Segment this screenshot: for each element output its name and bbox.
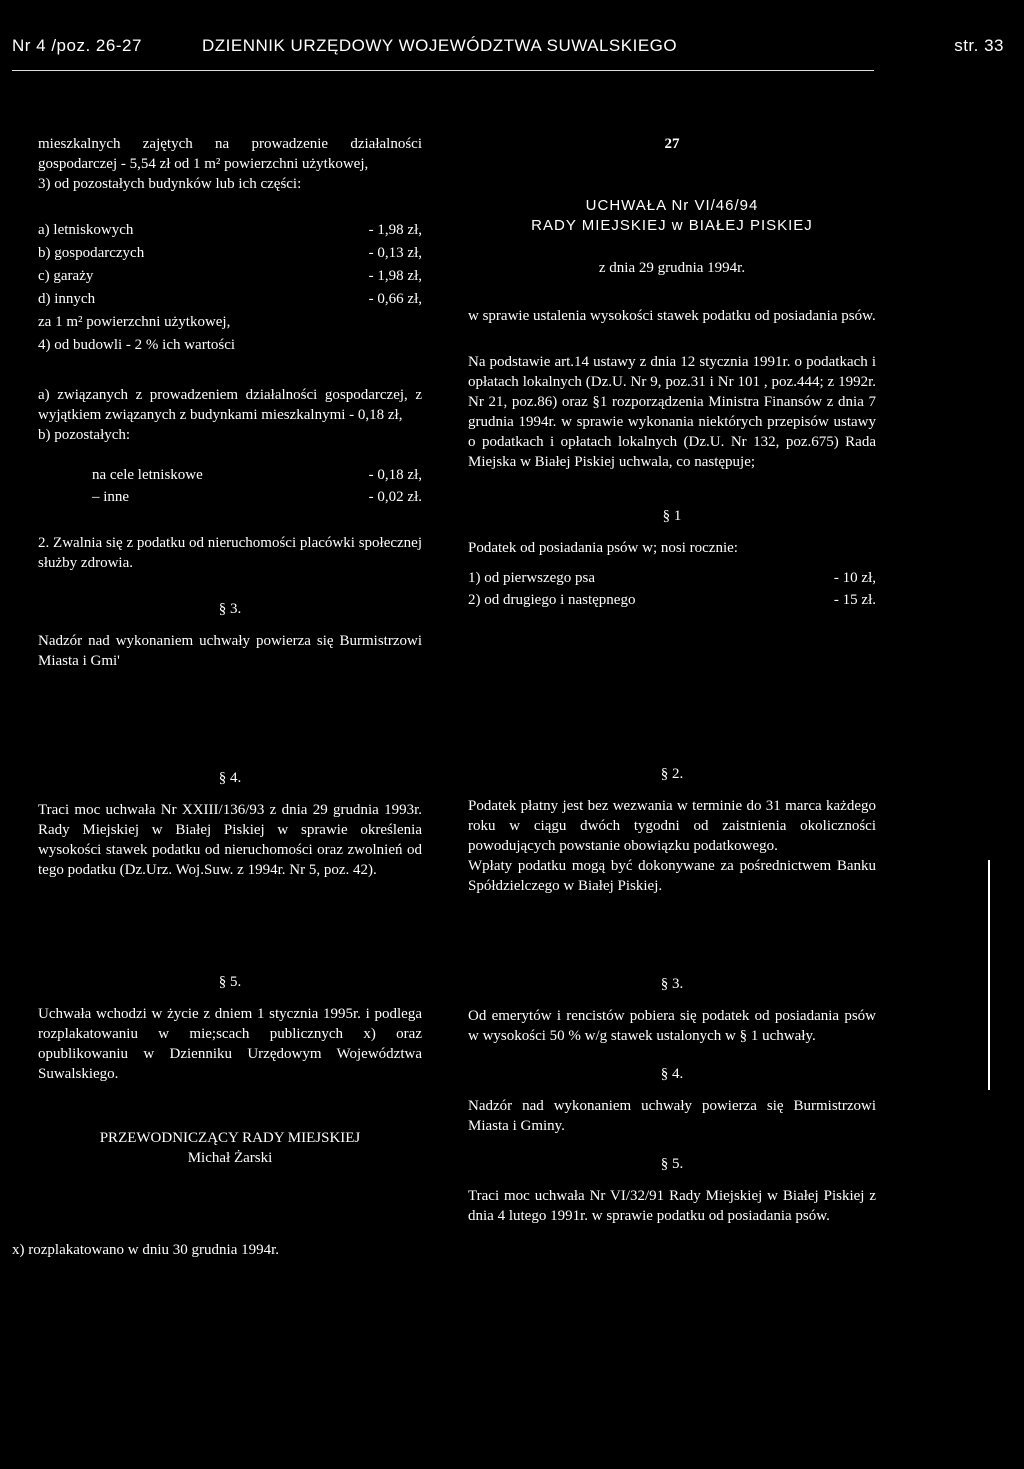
per-m2: za 1 m² powierzchni użytkowej,: [38, 314, 231, 330]
dog-rate-row: [468, 590, 876, 612]
rate-value: - 0,02 zł.: [368, 489, 422, 505]
rate-row: [38, 243, 422, 266]
section-3-heading: § 3.: [660, 976, 684, 992]
resolution-number: 27: [664, 136, 680, 152]
page-number: str. 33: [954, 36, 1004, 55]
section-2-heading: § 2.: [660, 766, 684, 782]
page-header: [12, 30, 1012, 66]
section-2-text: Podatek płatny jest bez wezwania w terminie do 31 marca każdego roku w ciągu dwóch tygodni od zaistnienia okoliczności powodujących powstanie obowiązku podatkowego.: [468, 798, 876, 854]
rate-value: - 1,98 zł,: [368, 222, 422, 238]
rate-label: na cele letniskowe: [92, 467, 203, 483]
section-5-heading: § 5.: [218, 974, 242, 990]
resolution-date: z dnia 29 grudnia 1994r.: [598, 260, 746, 276]
paragraph-2: 2. Zwalnia się z podatku od nieruchomości placówki społecznej służby zdrowia.: [38, 535, 422, 571]
right-column: [468, 134, 876, 612]
right-column-lower: [468, 764, 876, 896]
signature-name: Michał Żarski: [187, 1150, 273, 1166]
section-4-heading: § 4.: [660, 1066, 684, 1082]
item-4b: b) pozostałych:: [38, 427, 131, 443]
left-column: [38, 134, 422, 671]
rate-row: [38, 220, 422, 243]
rate-value: - 0,18 zł,: [368, 467, 422, 483]
section-5-heading: § 5.: [660, 1156, 684, 1172]
rate-row: [38, 266, 422, 289]
margin-rule: [988, 860, 990, 1090]
dog-rate-value: - 15 zł.: [833, 592, 876, 608]
section-3-heading: § 3.: [218, 601, 242, 617]
item-4a: a) związanych z prowadzeniem działalności gospodarczej, z wyjątkiem związanych z budynkami mieszkalnymi - 0,18 zł,: [38, 387, 422, 423]
section-3-text: Od emerytów i rencistów pobiera się podatek od posiadania psów w wysokości 50 % w/g stawek ustalonych w § 1 uchwały.: [468, 1008, 876, 1044]
rate-row: [38, 465, 422, 487]
dog-rate-label: 1) od pierwszego psa: [468, 570, 596, 586]
dog-rate-label: 2) od drugiego i następnego: [468, 592, 636, 608]
rate-value: - 0,13 zł,: [368, 245, 422, 261]
rate-row: [38, 487, 422, 509]
rate-label: a) letniskowych: [38, 222, 134, 238]
rate-value: - 1,98 zł,: [368, 268, 422, 284]
rate-label: c) garaży: [38, 268, 94, 284]
council-name: RADY MIEJSKIEJ w BIAŁEJ PISKIEJ: [531, 217, 813, 234]
resolution-title: UCHWAŁA Nr VI/46/94: [585, 197, 759, 214]
dog-rate-row: [468, 568, 876, 590]
section-4-text: Nadzór nad wykonaniem uchwały powierza się Burmistrzowi Miasta i Gminy.: [468, 1098, 876, 1134]
section-5-text: Traci moc uchwała Nr VI/32/91 Rady Miejskiej w Białej Piskiej z dnia 4 lutego 1991r. w sprawie podatku od posiadania psów.: [468, 1188, 876, 1224]
journal-title: DZIENNIK URZĘDOWY WOJEWÓDZTWA SUWALSKIEGO: [202, 36, 678, 55]
right-column-final: [468, 974, 876, 1226]
section-1-text: Podatek od posiadania psów w; nosi rocznie:: [468, 540, 738, 556]
section-1-heading: § 1: [662, 508, 682, 524]
preamble: Na podstawie art.14 ustawy z dnia 12 stycznia 1991r. o podatkach i opłatach lokalnych (Dz.U. Nr 9, poz.31 i Nr 101 , poz.444; z 1992r. Nr 21, poz.86) oraz §1 rozporządzenia Ministra Finansów z dnia 7 grudnia 1994r. w sprawie wykonania niektórych przepisów ustawy o podatkach i opłatach lokalnych (Dz.U. Nr 132, poz.675) Rada Miejska w Białej Piskiej uchwala, co następuje;: [468, 354, 876, 470]
section-2-text-2: Wpłaty podatku mogą być dokonywane za pośrednictwem Banku Spółdzielczego w Białej Piskiej.: [468, 858, 876, 894]
section-5-text: Uchwała wchodzi w życie z dniem 1 stycznia 1995r. i podlega rozplakatowaniu w mie;scach publicznych x) oraz opublikowaniu w Dzienniku Urzędowym Województwa Suwalskiego.: [38, 1006, 422, 1082]
intro-text: mieszkalnych zajętych na prowadzenie działalności gospodarczej - 5,54 zł od 1 m² powierzchni użytkowej,: [38, 136, 422, 172]
rate-label: b) gospodarczych: [38, 245, 145, 261]
resolution-subject: w sprawie ustalenia wysokości stawek podatku od posiadania psów.: [468, 308, 876, 324]
footnote: x) rozplakatowano w dniu 30 grudnia 1994r.: [12, 1242, 280, 1258]
rate-value: - 0,66 zł,: [368, 291, 422, 307]
section-3-text: Nadzór nad wykonaniem uchwały powierza się Burmistrzowi Miasta i Gmi': [38, 633, 422, 669]
header-rule: [12, 70, 874, 71]
issue-number: Nr 4 /poz. 26-27: [12, 36, 142, 55]
signature-title: PRZEWODNICZĄCY RADY MIEJSKIEJ: [99, 1130, 361, 1146]
item-3: 3) od pozostałych budynków lub ich części:: [38, 176, 302, 192]
rates-list: [38, 220, 422, 312]
rate-row: [38, 289, 422, 312]
left-column-lower: [38, 768, 422, 880]
dog-rate-value: - 10 zł,: [833, 570, 876, 586]
item-4: 4) od budowli - 2 % ich wartości: [38, 337, 236, 353]
rate-label: – inne: [92, 489, 130, 505]
left-column-final: [38, 972, 422, 1168]
section-4-text: Traci moc uchwała Nr XXIII/136/93 z dnia 29 grudnia 1993r. Rady Miejskiej w Białej Piskiej w sprawie określenia wysokości stawek podatku od nieruchomości oraz zwolnień od tego podatku (Dz.Urz. Woj.Suw. z 1994r. Nr 5, poz. 42).: [38, 802, 422, 878]
section-4-heading: § 4.: [218, 770, 242, 786]
rate-label: d) innych: [38, 291, 96, 307]
